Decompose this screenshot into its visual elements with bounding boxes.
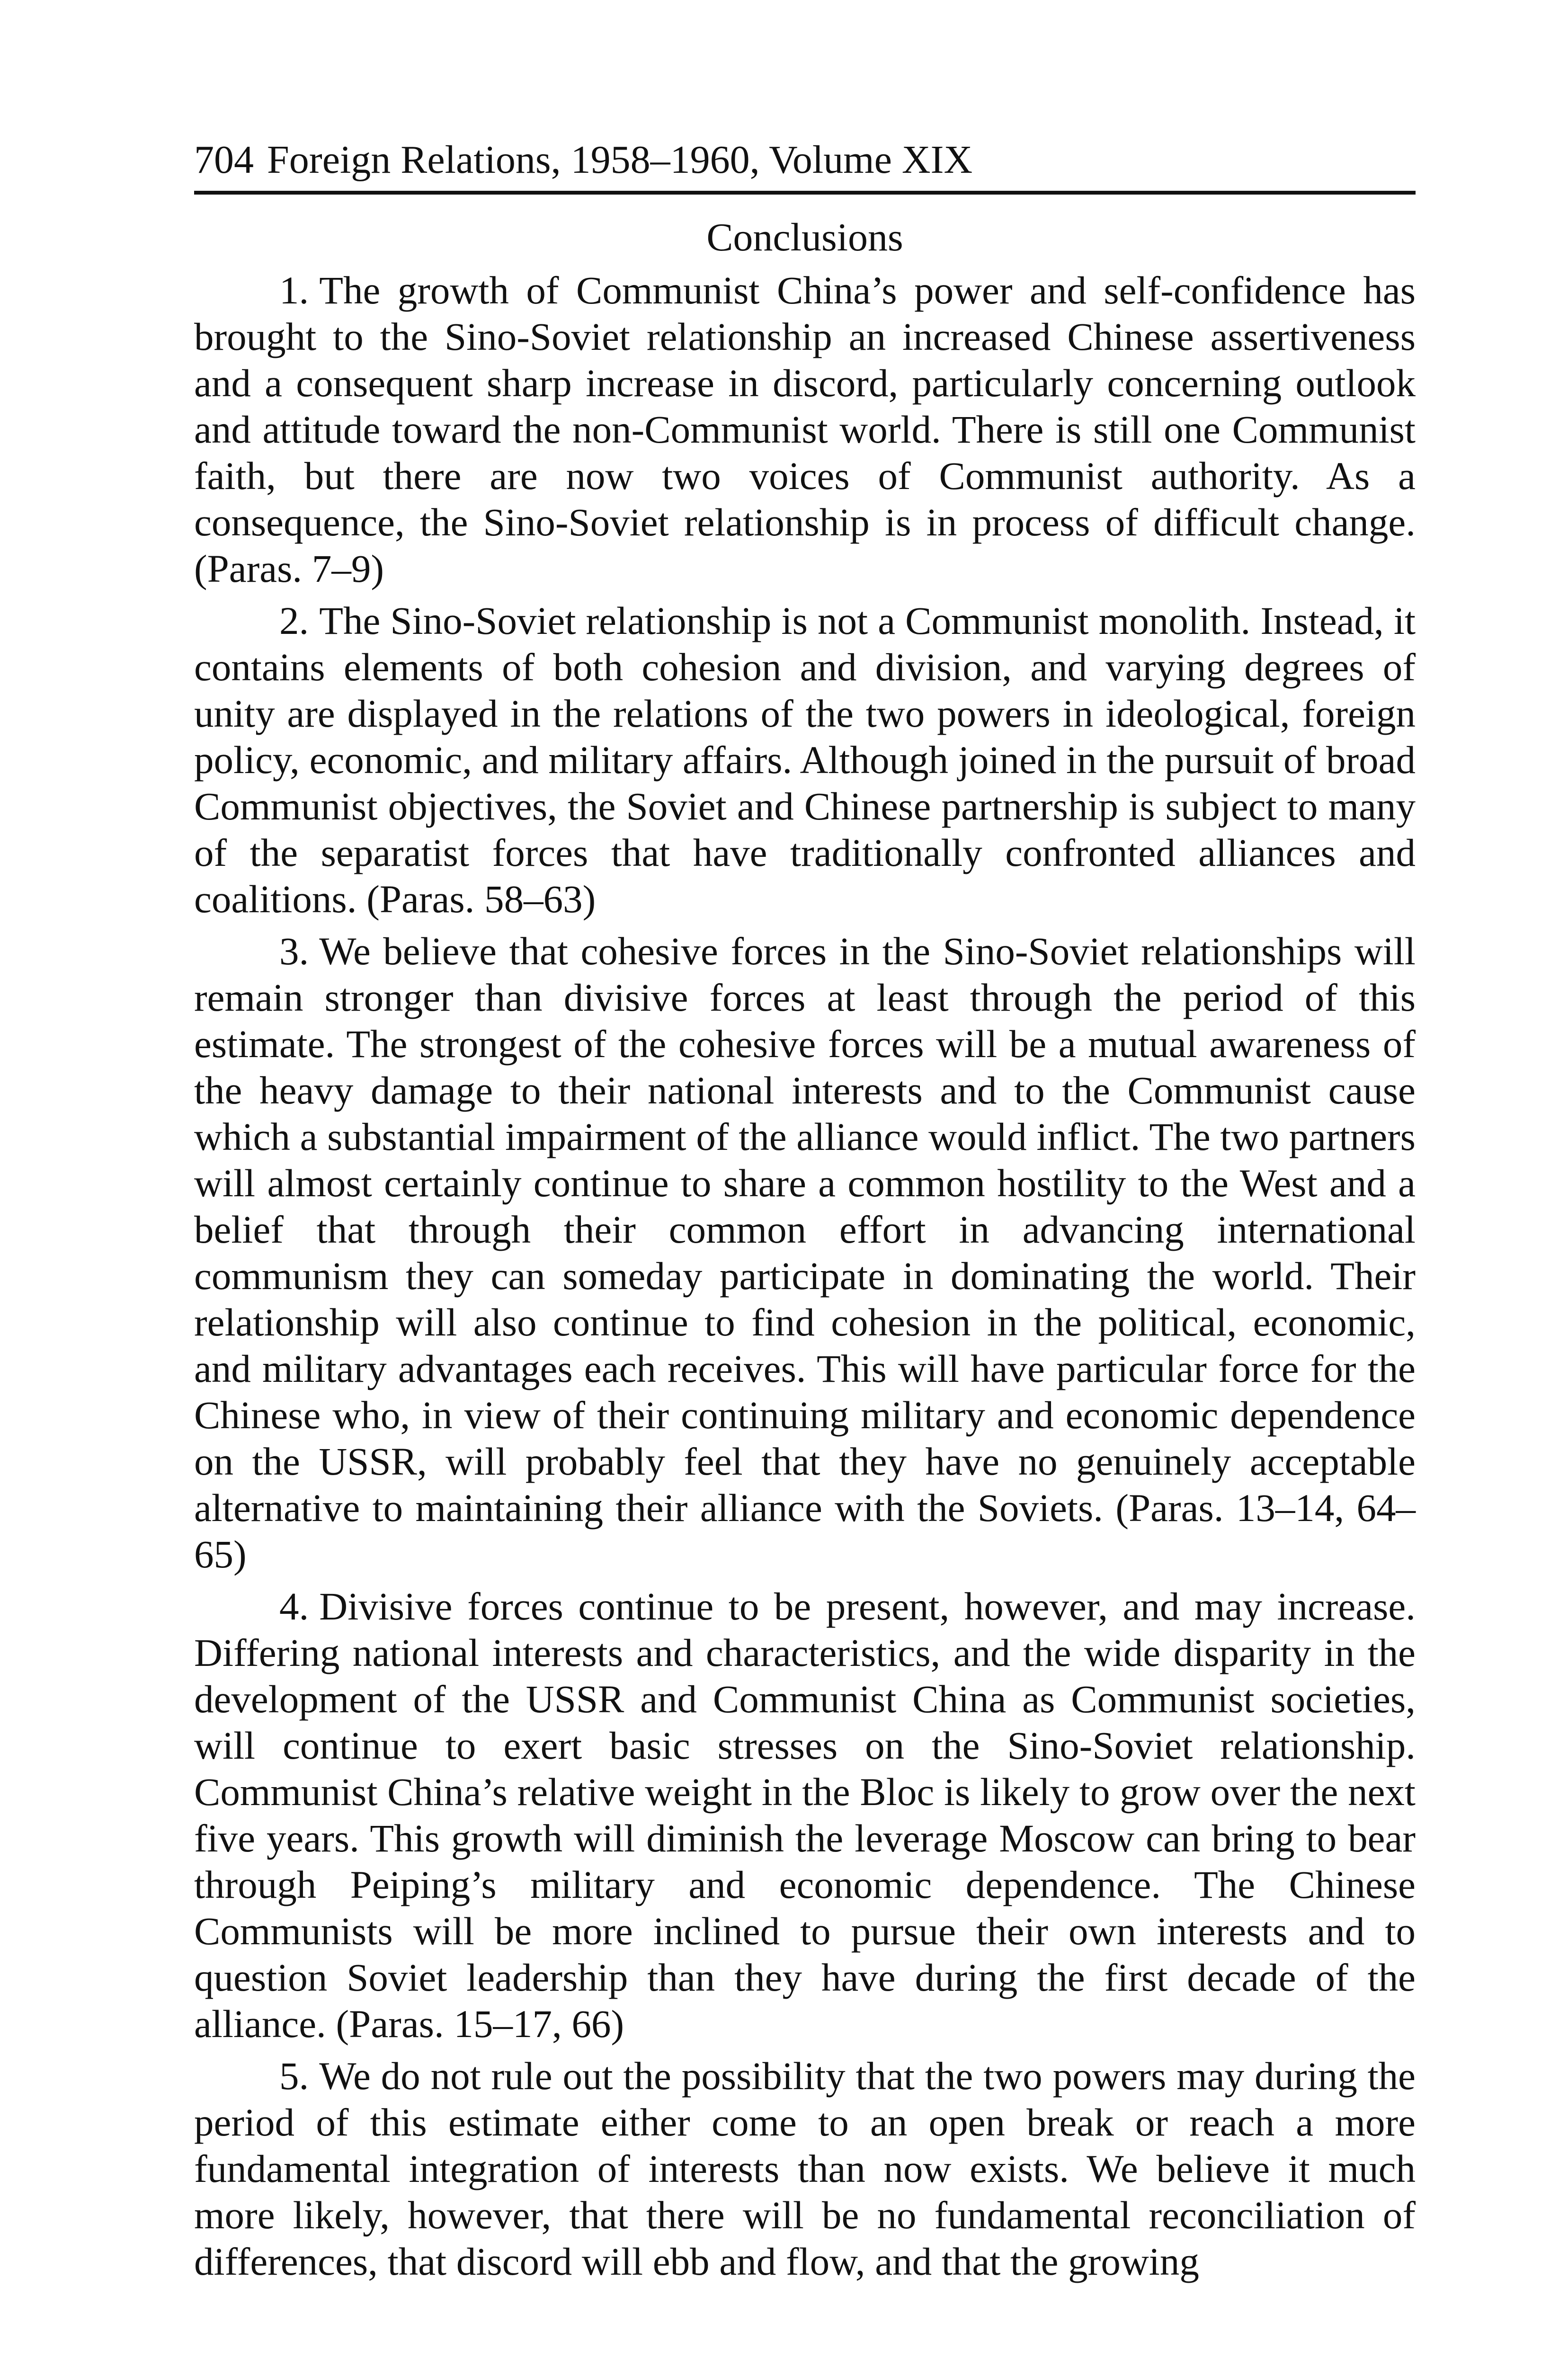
paragraph-5: [194, 2053, 1416, 2285]
section-title: Conclusions: [706, 215, 903, 259]
paragraph-number: 4.: [279, 1584, 309, 1628]
paragraph-text: The growth of Communist China’s power and self-confidence has brought to the Sino-Soviet relationship an increased Chinese assertiveness and a consequent sharp increase in discord, particularly concerning outlook and attitude toward the non-Communist world. There is still one Communist faith, but there are now two voices of Communist authority. As a consequence, the Sino-Soviet relationship is in process of difficult change. (Paras. 7–9): [194, 268, 1416, 590]
paragraph-4: [194, 1583, 1416, 2047]
paragraph-number: 5.: [279, 2054, 309, 2098]
paragraph-number: 1.: [279, 268, 309, 312]
paragraph-text: We do not rule out the possibility that the two powers may during the period of this estimate either come to an open break or reach a more fundamental integration of interests than now exists. We believe it much more likely, however, that there will be no fundamental reconciliation of differences, that discord will ebb and flow, and that the growing: [194, 2054, 1416, 2283]
running-header: [194, 137, 1416, 195]
running-title: Foreign Relations, 1958–1960, Volume XIX: [267, 138, 973, 182]
document-page: [194, 137, 1416, 2290]
paragraph-number: 3.: [279, 929, 309, 973]
paragraph-3: [194, 928, 1416, 1577]
paragraph-text: We believe that cohesive forces in the Sino-Soviet relationships will remain stronger than divisive forces at least through the period of this estimate. The strongest of the cohesive forces will be a mutual awareness of the heavy damage to their national interests and to the Communist cause which a substantial impairment of the alliance would inflict. The two partners will almost certainly continue to share a common hostility to the West and a belief that through their common effort in advancing international communism they can someday participate in dominating the world. Their relationship will also continue to find cohesion in the political, economic, and military advantages each receives. This will have particular force for the Chinese who, in view of their continuing military and economic dependence on the USSR, will probably feel that they have no genuinely acceptable alternative to maintaining their alliance with the Soviets. (Paras. 13–14, 64–65): [194, 929, 1416, 1576]
paragraph-text: The Sino-Soviet relationship is not a Communist monolith. Instead, it contains elements of both cohesion and division, and varying degrees of unity are displayed in the relations of the two powers in ideological, foreign policy, economic, and military affairs. Although joined in the pursuit of broad Communist objectives, the Soviet and Chinese partnership is subject to many of the separatist forces that have traditionally confronted alliances and coalitions. (Paras. 58–63): [194, 598, 1416, 921]
paragraph-1: [194, 267, 1416, 592]
page-number: 704: [194, 138, 254, 182]
paragraph-text: Divisive forces continue to be present, however, and may increase. Differing national interests and characteristics, and the wide disparity in the development of the USSR and Communist China as Communist societies, will continue to exert basic stresses on the Sino-Soviet relationship. Communist China’s relative weight in the Bloc is likely to grow over the next five years. This growth will diminish the leverage Moscow can bring to bear through Peiping’s military and economic dependence. The Chinese Communists will be more inclined to pursue their own interests and to question Soviet leadership than they have during the first decade of the alliance. (Paras. 15–17, 66): [194, 1584, 1416, 2046]
paragraph-2: [194, 597, 1416, 922]
paragraph-number: 2.: [279, 598, 309, 642]
